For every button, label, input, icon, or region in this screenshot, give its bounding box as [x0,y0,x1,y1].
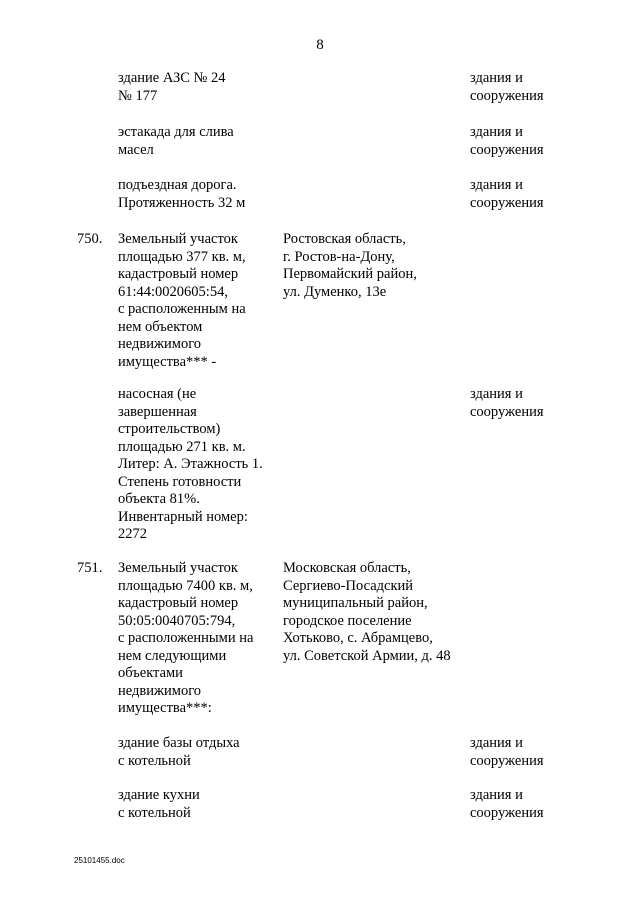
entry-description: Земельный участок площадью 7400 кв. м, кадастровый номер 50:05:0040705:794, с расположенными на нем следующими объектами недвижимого имущества***: [118,560,254,716]
entry-number: 751. [77,560,103,576]
entry-description: подъездная дорога. Протяженность 32 м [118,177,246,211]
entry-description: здание кухни с котельной [118,787,200,821]
entry-number: 750. [77,231,103,247]
footer-filename: 25101455.doc [74,856,125,865]
entry-description: Земельный участок площадью 377 кв. м, кадастровый номер 61:44:0020605:54, с расположенным на нем объектом недвижимого имущества*** - [118,231,246,370]
entry-category: здания и сооружения [470,124,544,158]
entry-description: здание АЗС № 24 № 177 [118,70,226,104]
entry-address: Московская область, Сергиево-Посадский муниципальный район, городское поселение Хотьково, с. Абрамцево, ул. Советской Армии, д. 48 [283,560,451,664]
entry-category: здания и сооружения [470,177,544,211]
entry-description: эстакада для слива масел [118,124,234,158]
page-number: 8 [316,37,324,53]
entry-category: здания и сооружения [470,735,544,769]
entry-category: здания и сооружения [470,787,544,821]
entry-description: насосная (не завершенная строительством) площадью 271 кв. м. Литер: А. Этажность 1. Степень готовности объекта 81%. Инвентарный номер: 2272 [118,386,263,542]
entry-category: здания и сооружения [470,386,544,420]
entry-address: Ростовская область, г. Ростов-на-Дону, Первомайский район, ул. Думенко, 13е [283,231,417,300]
entry-description: здание базы отдыха с котельной [118,735,240,769]
entry-category: здания и сооружения [470,70,544,104]
